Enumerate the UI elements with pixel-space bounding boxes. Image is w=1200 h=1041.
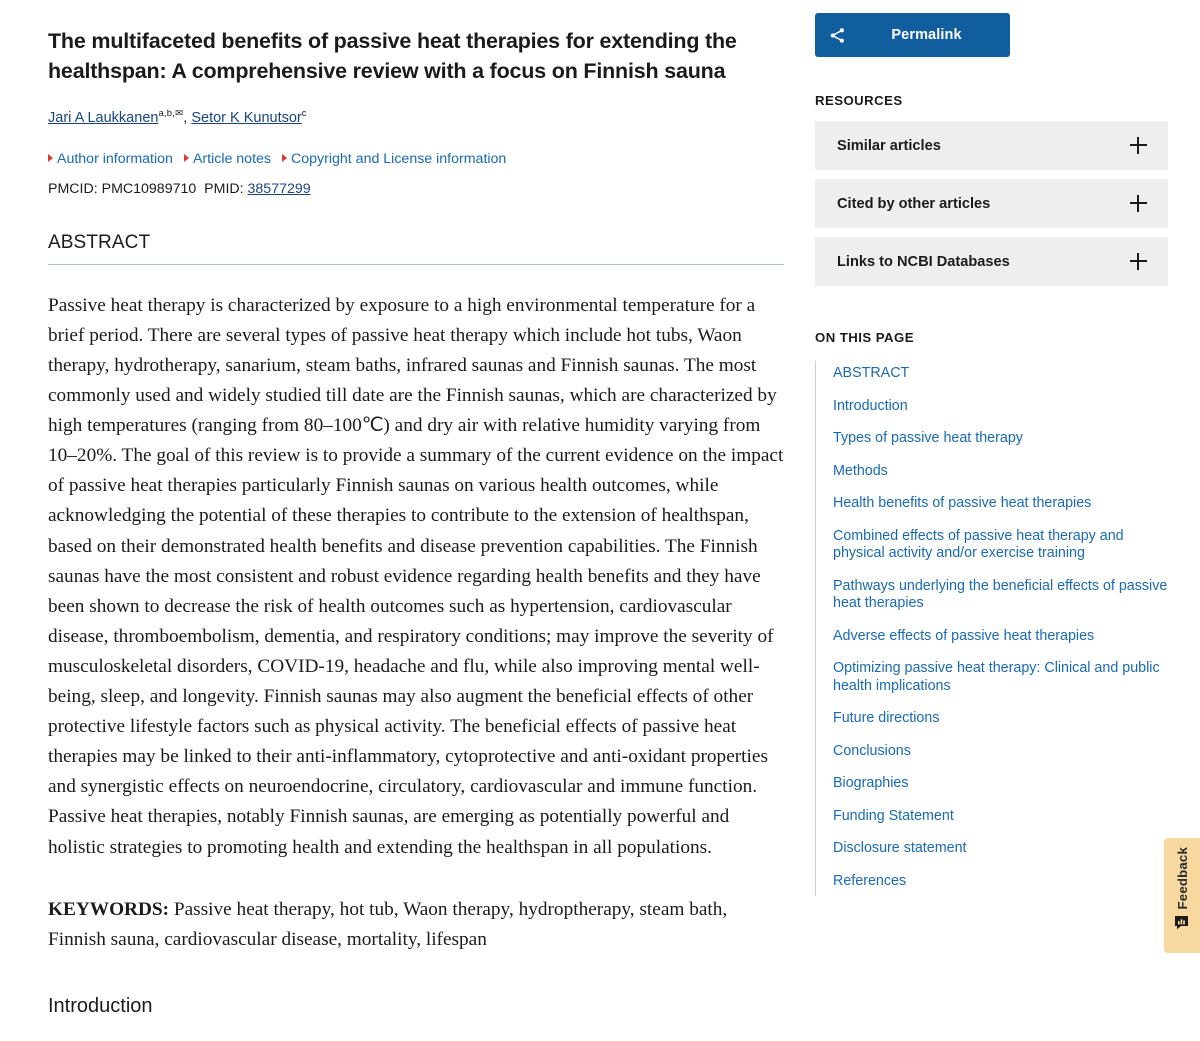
toc-item-optimizing-passive-heat-therapy[interactable]: Optimizing passive heat therapy: Clinical and public health implications [833, 660, 1160, 694]
feedback-label: Feedback [1174, 847, 1190, 910]
toc-item-abstract[interactable]: ABSTRACT [833, 365, 910, 381]
toc-item-references[interactable]: References [833, 872, 907, 889]
keywords-label: KEYWORDS: [48, 898, 170, 920]
toc-item-biographies[interactable]: Biographies [833, 775, 909, 791]
toc-item-pathways-underlying[interactable]: Pathways underlying the beneficial effects of passive heat therapies [833, 577, 1168, 611]
pmcid-label: PMCID: [48, 180, 98, 197]
permalink-label: Permalink [891, 27, 962, 43]
introduction-heading: Introduction [48, 994, 153, 1017]
share-icon [815, 26, 859, 45]
triangle-marker-icon [282, 154, 287, 162]
toc-item-disclosure-statement[interactable]: Disclosure statement [833, 840, 967, 856]
toc-item-future-directions[interactable]: Future directions [833, 710, 940, 726]
article-column [48, 0, 784, 1018]
author-affiliation-sup-2: c [301, 108, 307, 119]
pmid-link[interactable]: 38577299 [247, 180, 311, 197]
article-notes-label: Article notes [192, 150, 272, 167]
toc-item-funding-statement[interactable]: Funding Statement [833, 807, 954, 824]
abstract-body: Passive heat therapy is characterized by exposure to a high environmental temperature for a brief period. There are several types of passive heat therapy which include hot tubs, Waon therapy, hydrotherapy, sanarium, steam baths, infrared saunas and Finnish saunas. The most commonly used and widely studied till date are the Finnish saunas, which are characterized by high temperatures (ranging from 80–100℃) and dry air with relative humidity varying from 10–20%. The goal of this review is to provide a summary of the current evidence on the impact of passive heat therapies particularly Finnish saunas on various health outcomes, while acknowledging the potential of these therapies to contribute to the extension of healthspan, based on their demonstrated health benefits and disease prevention capabilities. The Finnish saunas have the most consistent and robust evidence regarding health benefits and they have been shown to decrease the risk of health outcomes such as hypertension, cardiovascular disease, thromboembolism, dementia, and respiratory conditions; may improve the severity of musculoskeletal disorders, COVID-19, headache and flu, while also improving mental well-being, sleep, and longevity. Finnish saunas may also augment the beneficial effects of other protective lifestyle factors such as physical activity. The beneficial effects of passive heat therapies may be linked to their anti-inflammatory, cytoprotective and anti-oxidant properties and synergistic effects on neuroendocrine, circulatory, cardiovascular and immune function. Passive heat therapies, notably Finnish saunas, are emerging as potentially powerful and holistic strategies to promoting health and extending the healthspan in all populations. [48, 294, 784, 858]
keywords-value: Passive heat therapy, hot tub, Waon therapy, hydroptherapy, steam bath, Finnish sauna, cardiovascular disease, mortality, lifespan [48, 898, 728, 950]
accordion-label: Cited by other articles [837, 195, 991, 212]
plus-icon [1130, 137, 1147, 154]
copyright-license-link[interactable] [282, 151, 506, 167]
author-information-link[interactable] [48, 151, 173, 167]
toc-item-combined-effects[interactable]: Combined effects of passive heat therapy and physical activity and/or exercise training [833, 527, 1124, 561]
article-meta-links [48, 150, 784, 168]
plus-icon [1130, 195, 1147, 212]
accordion-item-similar-articles[interactable] [815, 121, 1168, 170]
feedback-tab[interactable] [1164, 838, 1200, 953]
feedback-chart-bubble-icon [1174, 915, 1190, 931]
toc-item-health-benefits[interactable]: Health benefits of passive heat therapies [833, 495, 1092, 511]
accordion-label: Links to NCBI Databases [837, 253, 1010, 270]
copyright-license-label: Copyright and License information [291, 150, 507, 167]
triangle-marker-icon [48, 154, 53, 162]
author-information-label: Author information [57, 150, 173, 167]
article-identifiers [48, 180, 784, 198]
accordion-item-cited-by-other-articles[interactable] [815, 179, 1168, 228]
sidebar [815, 0, 1168, 896]
permalink-button[interactable] [815, 13, 1010, 57]
toc-item-introduction[interactable]: Introduction [833, 397, 908, 414]
author-link-2[interactable]: Setor K Kunutsor [191, 109, 302, 126]
toc-item-methods[interactable]: Methods [833, 462, 888, 479]
page-title: The multifaceted benefits of passive heat therapies for extending the healthspan: A comprehensive review with a focus on Finnish sauna [48, 29, 737, 83]
resources-accordion [815, 121, 1168, 286]
on-this-page-heading: ON THIS PAGE [815, 330, 914, 345]
author-link-1[interactable]: Jari A Laukkanen [48, 109, 159, 126]
keywords-block [48, 895, 784, 955]
author-affiliation-sup-1: a,b,✉ [158, 108, 184, 119]
author-list [48, 104, 784, 128]
triangle-marker-icon [184, 154, 189, 162]
toc-item-types-of-passive-heat-therapy[interactable]: Types of passive heat therapy [833, 430, 1023, 446]
pmid-label: PMID: [204, 180, 244, 197]
toc-item-conclusions[interactable]: Conclusions [833, 742, 911, 759]
article-notes-link[interactable] [184, 151, 271, 167]
pmcid-value: PMC10989710 [101, 180, 197, 197]
author-separator: , [183, 109, 192, 126]
accordion-item-links-to-ncbi-databases[interactable] [815, 237, 1168, 286]
abstract-heading: ABSTRACT [48, 232, 784, 265]
resources-heading: RESOURCES [815, 93, 903, 108]
on-this-page-nav [815, 361, 1168, 896]
plus-icon [1130, 253, 1147, 270]
toc-item-adverse-effects[interactable]: Adverse effects of passive heat therapies [833, 627, 1095, 644]
accordion-label: Similar articles [837, 137, 941, 154]
